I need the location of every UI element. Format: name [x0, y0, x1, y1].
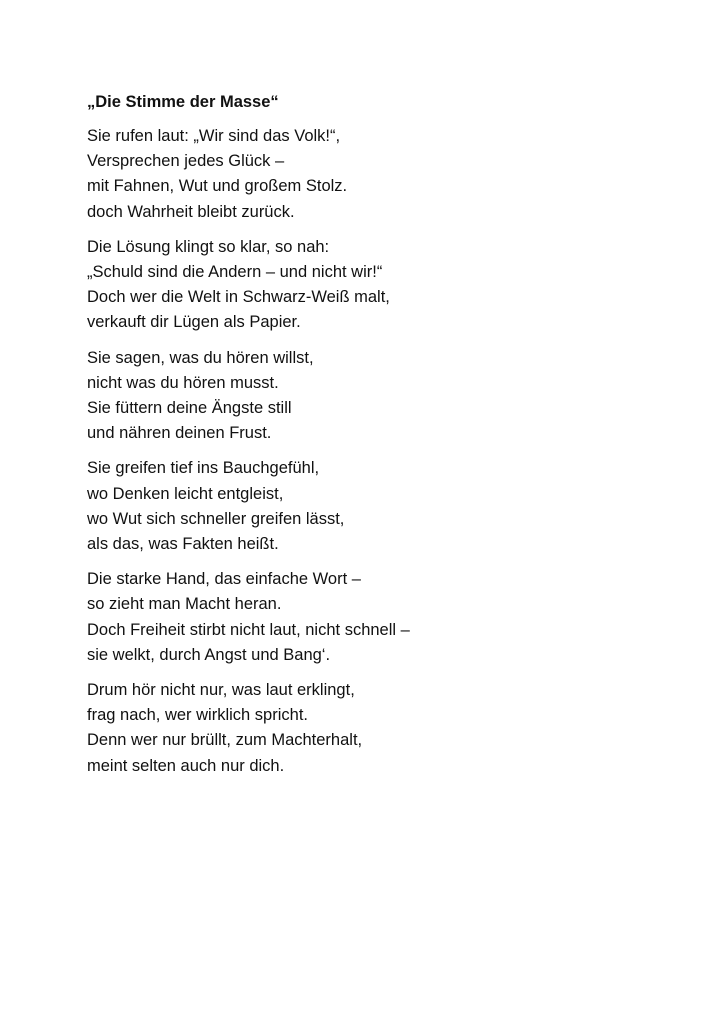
poem-line: verkauft dir Lügen als Papier. — [87, 313, 301, 332]
poem-line: Sie sagen, was du hören willst, — [87, 348, 314, 367]
stanza-5 — [87, 567, 647, 668]
poem-line: und nähren deinen Frust. — [87, 424, 272, 443]
poem-line: Sie rufen laut: „Wir sind das Volk!“, — [87, 127, 341, 145]
poem-line: sie welkt, durch Angst und Bang‘. — [87, 645, 331, 664]
poem-line: Doch wer die Welt in Schwarz-Weiß malt, — [87, 288, 390, 307]
stanza-2 — [87, 235, 647, 336]
poem — [87, 90, 647, 789]
poem-line: so zieht man Macht heran. — [87, 595, 282, 614]
poem-line: Sie füttern deine Ängste still — [87, 399, 292, 418]
poem-line: Denn wer nur brüllt, zum Machterhalt, — [87, 731, 363, 750]
stanza-6 — [87, 678, 647, 779]
poem-line: Die Lösung klingt so klar, so nah: — [87, 237, 330, 256]
poem-line: wo Denken leicht entgleist, — [87, 484, 284, 503]
stanza-1 — [87, 124, 647, 225]
poem-line: doch Wahrheit bleibt zurück. — [87, 202, 295, 221]
poem-line: frag nach, wer wirklich spricht. — [87, 706, 308, 725]
poem-line: als das, was Fakten heißt. — [87, 535, 279, 554]
poem-line: „Schuld sind die Andern – und nicht wir!“ — [87, 263, 383, 282]
stanza-4 — [87, 456, 647, 557]
poem-line: Die starke Hand, das einfache Wort – — [87, 570, 361, 589]
poem-line: mit Fahnen, Wut und großem Stolz. — [87, 177, 348, 196]
poem-line: nicht was du hören musst. — [87, 373, 279, 392]
poem-line: Doch Freiheit stirbt nicht laut, nicht schnell – — [87, 620, 410, 639]
poem-line: meint selten auch nur dich. — [87, 756, 285, 775]
poem-line: Versprechen jedes Glück – — [87, 152, 285, 171]
stanza-3 — [87, 346, 647, 447]
poem-line: Sie greifen tief ins Bauchgefühl, — [87, 459, 320, 478]
poem-line: Drum hör nicht nur, was laut erklingt, — [87, 681, 355, 700]
poem-title: „Die Stimme der Masse“ — [87, 93, 279, 111]
poem-line: wo Wut sich schneller greifen lässt, — [87, 509, 345, 528]
